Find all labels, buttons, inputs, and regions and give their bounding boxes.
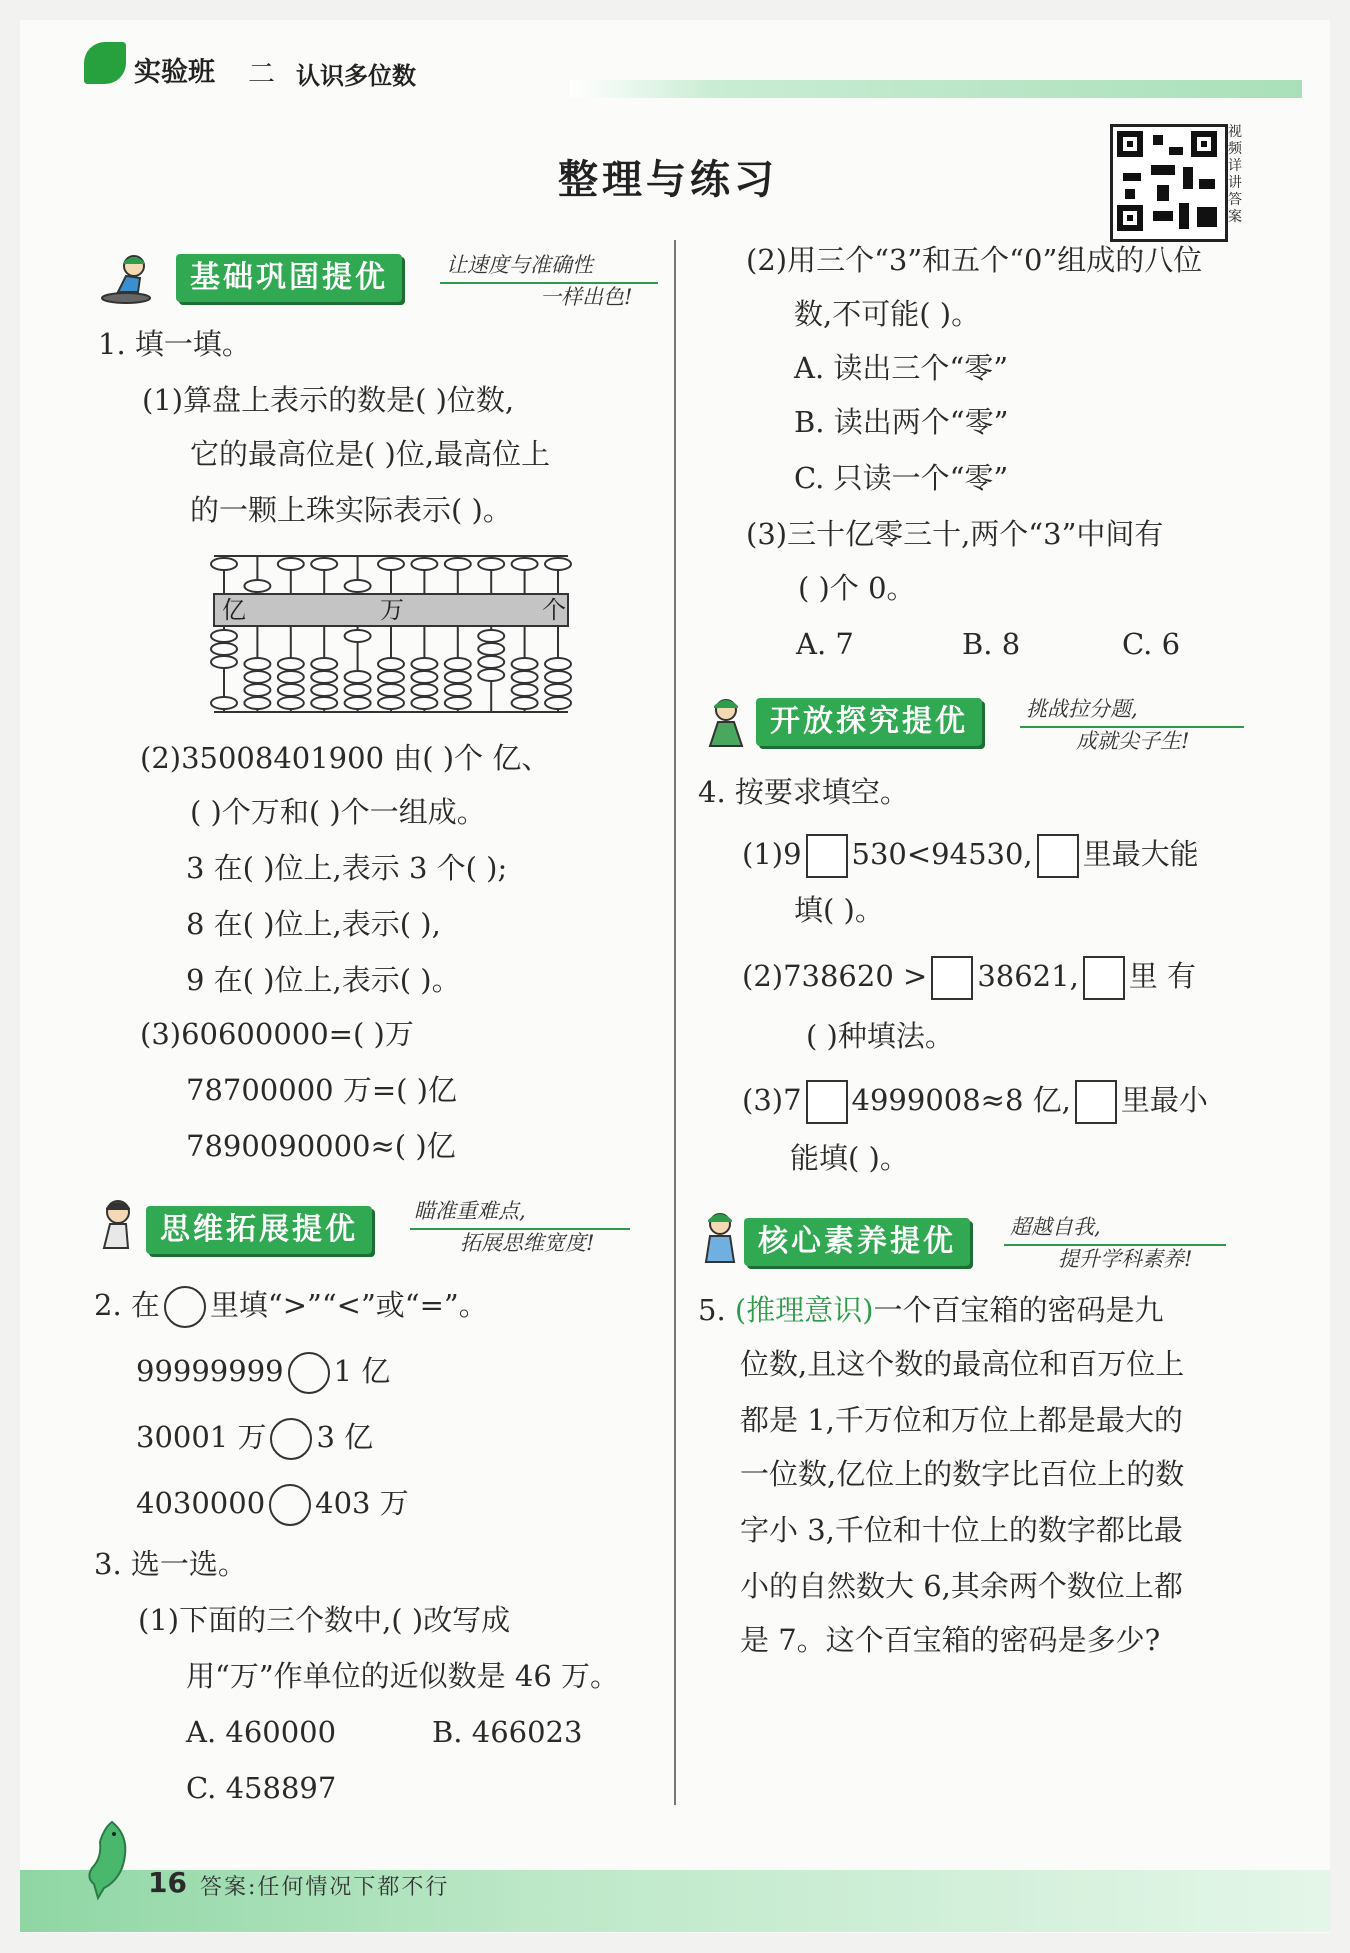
- q3-p1-option-c: C. 458897: [186, 1771, 337, 1805]
- fill-box-3b: [1075, 1080, 1117, 1124]
- q4-p1-mid: 530<94530,: [851, 837, 1033, 871]
- q3-p1-line1: (1)下面的三个数中,( )改写成: [138, 1603, 511, 1637]
- q5-line6: 小的自然数大 6,其余两个数位上都: [740, 1569, 1183, 1603]
- q3-p2-option-b: B. 读出两个“零”: [794, 405, 1009, 439]
- q3-p1-option-b: B. 466023: [432, 1715, 583, 1749]
- abacus-bead: [445, 697, 471, 709]
- abacus-bead: [244, 658, 270, 670]
- q1-p1-line2: 它的最高位是( )位,最高位上: [190, 437, 551, 471]
- abacus-bead: [378, 658, 404, 670]
- mascot-thinking-icon: [92, 1198, 148, 1254]
- q5-text-1: 一个百宝箱的密码是九: [873, 1293, 1164, 1327]
- abacus: [208, 546, 574, 718]
- abacus-bead: [545, 658, 571, 670]
- q2-title-post: 里填“>”“<”或“=”。: [209, 1288, 488, 1322]
- section-badge-basic: 基础巩固提优: [176, 254, 402, 302]
- q5-line5: 字小 3,千位和十位上的数字都比最: [740, 1513, 1183, 1547]
- abacus-bead: [345, 630, 371, 642]
- compare-circle-3[interactable]: [269, 1484, 311, 1526]
- q1-p2-line4: 8 在( )位上,表示( ),: [186, 907, 441, 941]
- abacus-bead: [311, 558, 337, 570]
- abacus-bead: [311, 697, 337, 709]
- q3-p1-option-a: A. 460000: [186, 1715, 337, 1749]
- abacus-bead: [545, 671, 571, 683]
- q4-p2-line1: [742, 956, 1196, 1000]
- q1-p2-line5: 9 在( )位上,表示( )。: [186, 963, 461, 997]
- abacus-bead: [311, 658, 337, 670]
- abacus-bead: [512, 658, 538, 670]
- abacus-bead: [445, 658, 471, 670]
- abacus-bead: [411, 658, 437, 670]
- q3-title: 3. 选一选。: [94, 1547, 247, 1581]
- q4-p3-post: 里最小: [1120, 1083, 1208, 1117]
- q2-title: [94, 1286, 488, 1328]
- abacus-bead: [211, 630, 237, 642]
- q4-p2-line2: ( )种填法。: [806, 1019, 954, 1053]
- q5-number: 5.: [698, 1293, 726, 1327]
- abacus-bead: [244, 697, 270, 709]
- fill-box-2b: [1083, 956, 1125, 1000]
- fill-box-2a[interactable]: [931, 956, 973, 1000]
- abacus-bead: [545, 558, 571, 570]
- abacus-bead: [378, 697, 404, 709]
- abacus-bead: [278, 684, 304, 696]
- q4-p3-mid: 4999008≈8 亿,: [851, 1083, 1071, 1117]
- q2-c2-left: 30001 万: [136, 1420, 267, 1454]
- q3-p3-option-b: B. 8: [962, 627, 1021, 661]
- q5-line1: [698, 1292, 1164, 1328]
- unit-title: 认识多位数: [296, 62, 416, 90]
- q2-c1-right: 1 亿: [333, 1354, 391, 1388]
- section-badge-core: 核心素养提优: [744, 1218, 970, 1266]
- mascot-explore-icon: [698, 696, 754, 752]
- q3-p2-option-a: A. 读出三个“零”: [794, 351, 1009, 385]
- abacus-bead: [512, 697, 538, 709]
- abacus-bead: [411, 697, 437, 709]
- section-motto-thinking-2: 拓展思维宽度!: [460, 1231, 595, 1255]
- q3-p3-option-a: A. 7: [796, 627, 854, 661]
- unit-number: 二: [248, 59, 275, 90]
- page-title: 整理与练习: [558, 157, 778, 203]
- mascot-skateboard-icon: [98, 252, 154, 308]
- q2-compare-3: [136, 1484, 409, 1526]
- q2-compare-1: [136, 1352, 390, 1394]
- q1-p1-line1: (1)算盘上表示的数是( )位数,: [142, 383, 515, 417]
- abacus-label-ge: 个: [542, 596, 566, 624]
- compare-circle-2[interactable]: [270, 1418, 312, 1460]
- q3-p3-line1: (3)三十亿零三十,两个“3”中间有: [746, 517, 1164, 551]
- abacus-bead: [445, 558, 471, 570]
- q1-p3-line3: 7890090000≈( )亿: [186, 1129, 456, 1163]
- abacus-bead: [512, 671, 538, 683]
- abacus-bead: [278, 558, 304, 570]
- q3-p3-option-c: C. 6: [1122, 627, 1181, 661]
- abacus-bead: [378, 684, 404, 696]
- q5-line4: 一位数,亿位上的数字比百位上的数: [740, 1457, 1185, 1491]
- abacus-bead: [411, 558, 437, 570]
- abacus-bead: [378, 558, 404, 570]
- abacus-bead: [278, 658, 304, 670]
- dolphin-icon: [82, 1818, 138, 1902]
- q4-p1-line1: [742, 834, 1199, 878]
- abacus-bead: [445, 671, 471, 683]
- header-band: [570, 80, 1302, 98]
- page-number: 16: [148, 1866, 187, 1899]
- q4-p3-line2: 能填( )。: [790, 1141, 909, 1175]
- abacus-bead: [345, 684, 371, 696]
- abacus-bead: [478, 630, 504, 642]
- leaf-logo-icon: [84, 42, 126, 84]
- abacus-bead: [311, 684, 337, 696]
- q1-p2-line2: ( )个万和( )个一组成。: [190, 795, 486, 829]
- section-badge-open: 开放探究提优: [756, 698, 982, 746]
- section-motto-core-1: 超越自我,: [1010, 1215, 1101, 1239]
- abacus-bead: [478, 656, 504, 668]
- abacus-bead: [445, 684, 471, 696]
- mascot-core-icon: [692, 1210, 748, 1266]
- section-motto-core-2: 提升学科素养!: [1058, 1247, 1193, 1271]
- q1-p3-line1: (3)60600000=( )万: [140, 1017, 414, 1051]
- abacus-bead: [545, 697, 571, 709]
- q1-title: 1. 填一填。: [98, 327, 251, 361]
- section-motto-open-1: 挑战拉分题,: [1026, 697, 1138, 721]
- q5-tag: (推理意识): [734, 1293, 874, 1327]
- compare-circle-sample: [164, 1286, 206, 1328]
- q5-line3: 都是 1,千万位和万位上都是最大的: [740, 1403, 1183, 1437]
- q1-p2-line3: 3 在( )位上,表示 3 个( );: [186, 851, 508, 885]
- qr-label: 视频详讲答案: [1228, 124, 1242, 225]
- abacus-bead: [211, 643, 237, 655]
- abacus-bead: [211, 558, 237, 570]
- abacus-bead: [244, 580, 270, 592]
- abacus-bead: [345, 697, 371, 709]
- abacus-bead: [411, 671, 437, 683]
- footer-answer: 答案:任何情况下都不行: [200, 1875, 450, 1900]
- fill-box-1b: [1037, 834, 1079, 878]
- q2-c1-left: 99999999: [136, 1354, 284, 1388]
- q4-p1-pre: (1)9: [742, 837, 802, 871]
- abacus-bead: [512, 558, 538, 570]
- abacus-bead: [478, 669, 504, 681]
- abacus-bead: [512, 684, 538, 696]
- abacus-bead: [311, 671, 337, 683]
- q1-p1-line3: 的一颗上珠实际表示( )。: [190, 493, 512, 527]
- series-name: 实验班: [134, 57, 215, 88]
- section-motto-basic-1: 让速度与准确性: [446, 253, 593, 277]
- q3-p2-option-c: C. 只读一个“零”: [794, 461, 1009, 495]
- q4-p1-post: 里最大能: [1082, 837, 1199, 871]
- abacus-bead: [345, 580, 371, 592]
- fill-box-3a[interactable]: [806, 1080, 848, 1124]
- abacus-bead: [478, 558, 504, 570]
- q4-p2-post: 里 有: [1128, 959, 1197, 993]
- section-motto-thinking-1: 瞄准重难点,: [414, 1199, 526, 1223]
- abacus-label-wan: 万: [380, 596, 404, 624]
- abacus-bead: [211, 697, 237, 709]
- q3-p2-line2: 数,不可能( )。: [794, 297, 981, 331]
- abacus-bead: [378, 671, 404, 683]
- q2-c3-left: 4030000: [136, 1486, 266, 1520]
- section-badge-thinking: 思维拓展提优: [146, 1206, 372, 1254]
- compare-circle-1[interactable]: [288, 1352, 330, 1394]
- q4-p2-mid: 38621,: [977, 959, 1079, 993]
- qr-code[interactable]: [1110, 124, 1228, 242]
- abacus-label-yi: 亿: [222, 596, 246, 624]
- abacus-bead: [545, 684, 571, 696]
- q2-compare-2: [136, 1418, 373, 1460]
- q4-p3-line1: [742, 1080, 1208, 1124]
- q3-p1-line2: 用“万”作单位的近似数是 46 万。: [186, 1659, 619, 1693]
- abacus-bead: [211, 656, 237, 668]
- column-divider: [674, 240, 676, 1805]
- abacus-bead: [278, 671, 304, 683]
- q1-p2-line1: (2)35008401900 由( )个 亿、: [140, 741, 551, 775]
- q4-p1-line2: 填( )。: [794, 893, 884, 927]
- q5-line7: 是 7。这个百宝箱的密码是多少?: [740, 1623, 1161, 1657]
- q5-line2: 位数,且这个数的最高位和百万位上: [740, 1347, 1185, 1381]
- abacus-bead: [478, 643, 504, 655]
- section-motto-basic-2: 一样出色!: [540, 285, 633, 309]
- abacus-bead: [411, 684, 437, 696]
- q3-p2-line1: (2)用三个“3”和五个“0”组成的八位: [746, 243, 1203, 277]
- fill-box-1a[interactable]: [806, 834, 848, 878]
- q3-p3-line2: ( )个 0。: [798, 571, 916, 605]
- q4-p2-pre: (2)738620 >: [742, 959, 928, 993]
- abacus-bead: [244, 684, 270, 696]
- q4-title: 4. 按要求填空。: [698, 775, 909, 809]
- q1-p3-line2: 78700000 万=( )亿: [186, 1073, 457, 1107]
- abacus-bead: [345, 671, 371, 683]
- q2-title-pre: 2. 在: [94, 1288, 160, 1322]
- q4-p3-pre: (3)7: [742, 1083, 802, 1117]
- abacus-bead: [244, 671, 270, 683]
- section-motto-open-2: 成就尖子生!: [1076, 729, 1190, 753]
- abacus-bead: [278, 697, 304, 709]
- q2-c2-right: 3 亿: [316, 1420, 374, 1454]
- q2-c3-right: 403 万: [315, 1486, 409, 1520]
